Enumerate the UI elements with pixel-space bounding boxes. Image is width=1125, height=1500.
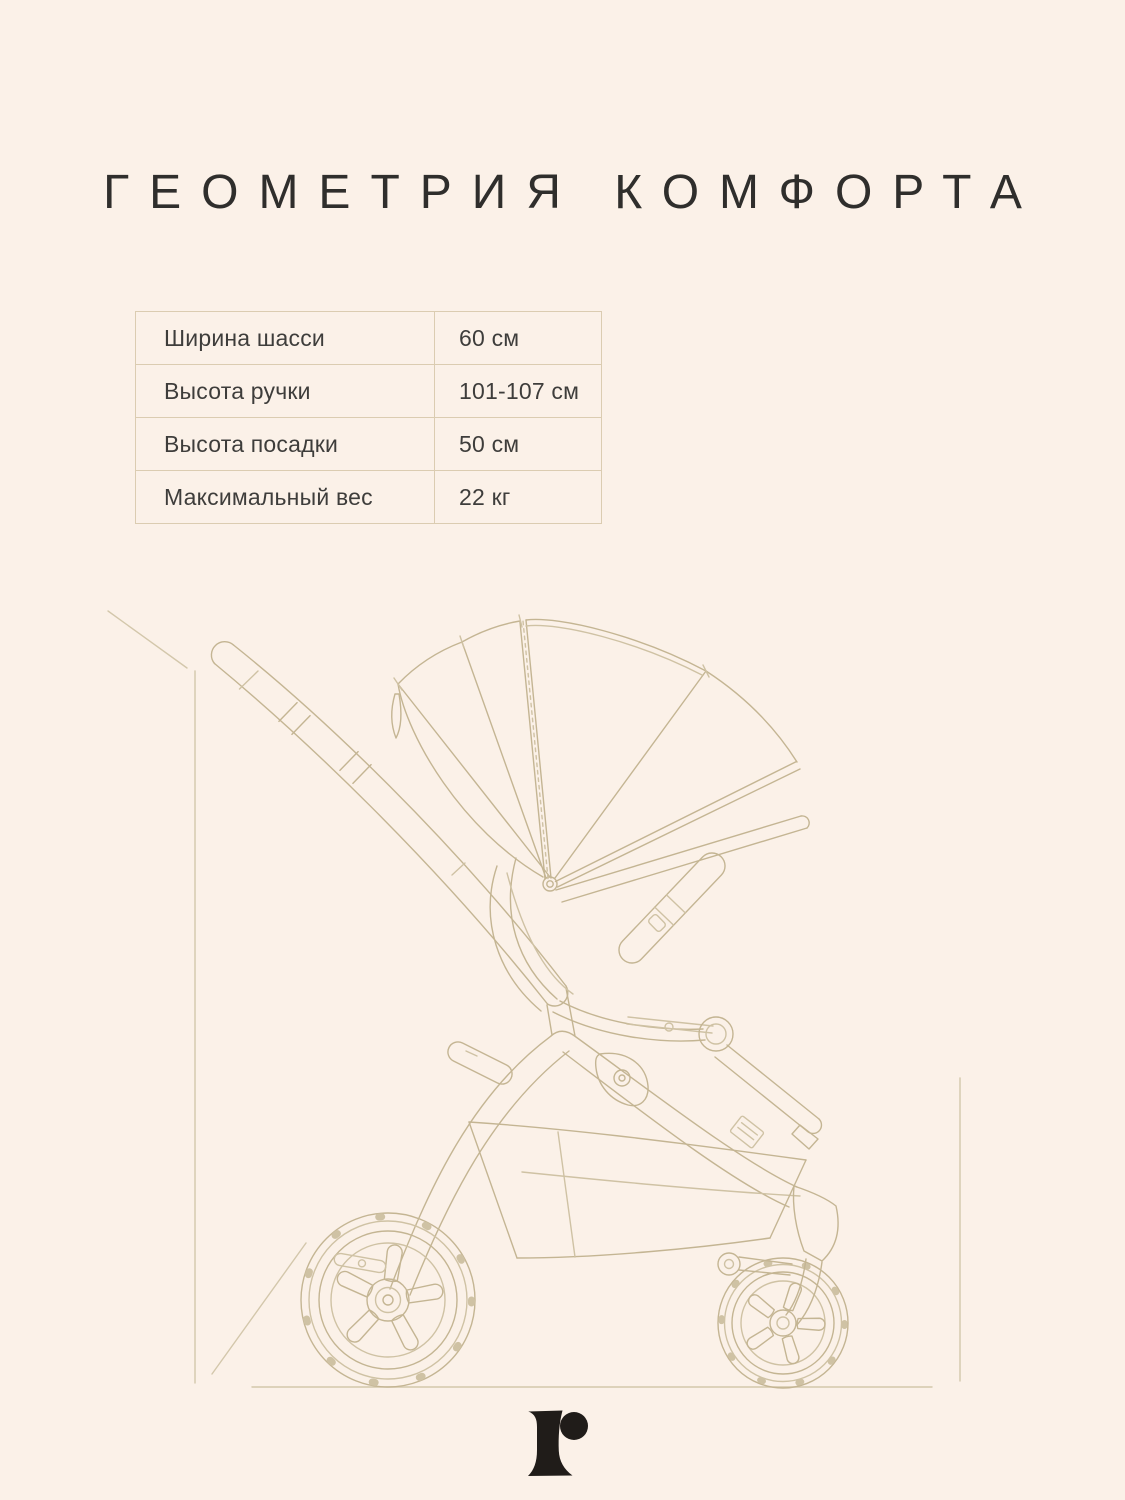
spec-value: 101-107 см	[434, 365, 601, 417]
spec-label: Ширина шасси	[164, 324, 325, 351]
stroller-sketch	[211, 615, 848, 1388]
spec-value: 60 см	[434, 312, 601, 364]
logo-dot	[560, 1412, 588, 1440]
spec-label: Высота ручки	[164, 377, 311, 404]
rear-wheel	[301, 1213, 475, 1387]
brand-logo-r-icon	[520, 1400, 610, 1490]
front-wheel	[718, 1186, 848, 1388]
spec-value: 50 см	[434, 418, 601, 470]
spec-value: 22 кг	[434, 471, 601, 523]
spec-label: Высота посадки	[164, 430, 339, 457]
seat-unit	[490, 816, 809, 1041]
page-title: ГЕОМЕТРИЯ КОМФОРТА	[103, 166, 1042, 219]
spec-label: Максимальный вес	[164, 483, 373, 510]
canopy	[392, 615, 800, 891]
